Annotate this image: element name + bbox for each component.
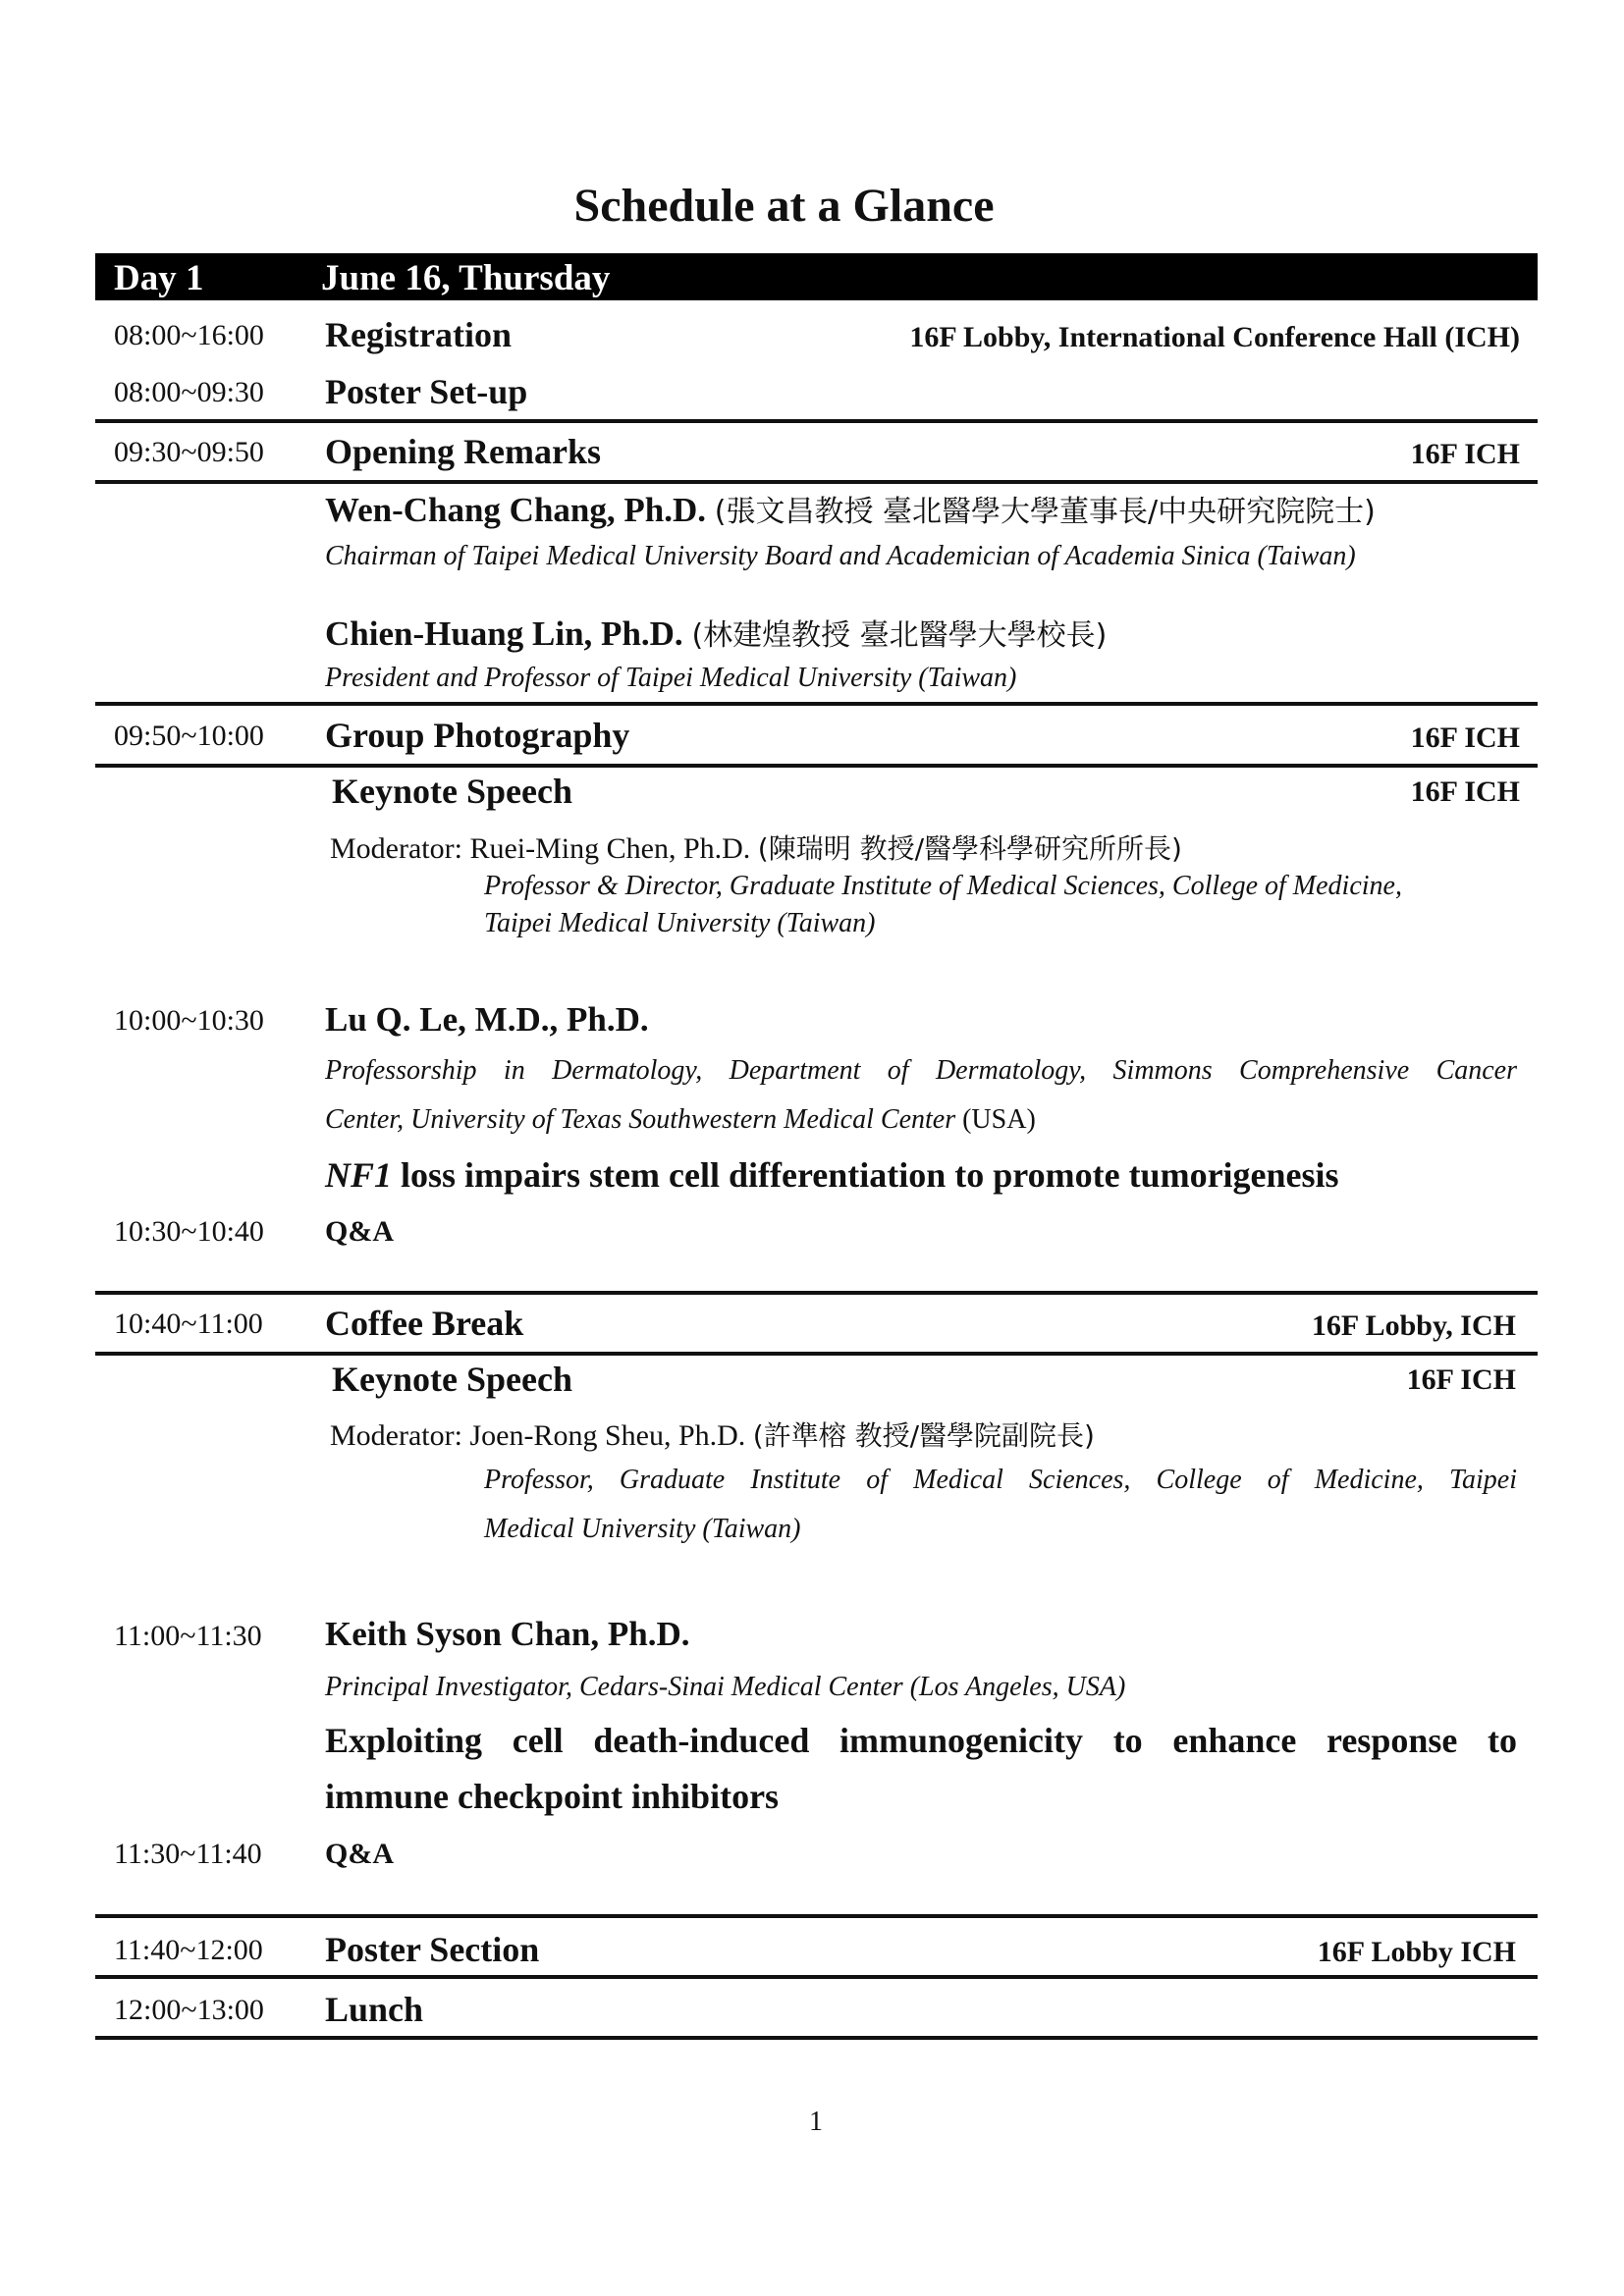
divider (95, 1352, 1538, 1356)
registration-location: 16F Lobby, International Conference Hall (ICH) (909, 321, 1520, 353)
photo-label: Group Photography (325, 716, 630, 755)
keynote1-moderator-name: Moderator: Ruei-Ming Chen, Ph.D. (330, 832, 758, 865)
divider (95, 419, 1538, 423)
talk-chan-speaker: Keith Syson Chan, Ph.D. (325, 1615, 690, 1653)
poster-setup-time: 08:00~09:30 (114, 376, 264, 408)
keynote1-moderator-affiliation: Professor & Director, Graduate Institute of Medical Sciences, College of Medicine, (484, 871, 1402, 901)
talk-chan-title: Exploiting cell death-induced immunogenicity to enhance response to (325, 1721, 1517, 1760)
coffee-time: 10:40~11:00 (114, 1308, 263, 1340)
poster-section-location: 16F Lobby ICH (1317, 1936, 1516, 1968)
speaker-chang-name: Wen-Chang Chang, Ph.D. (325, 491, 707, 529)
keynote2-moderator-affiliation: Professor, Graduate Institute of Medical Sciences, College of Medicine, Taipei (484, 1465, 1517, 1495)
poster-section-label: Poster Section (325, 1930, 540, 1969)
page-title: Schedule at a Glance (573, 180, 995, 232)
registration-time: 08:00~16:00 (114, 319, 264, 351)
qa1-label: Q&A (325, 1215, 394, 1248)
day-label: Day 1 (114, 258, 204, 298)
poster-section-time: 11:40~12:00 (114, 1934, 263, 1966)
talk-le-title-rest: loss impairs stem cell differentiation to promote tumorigenesis (392, 1155, 1339, 1195)
keynote1-moderator-zh: (陳瑞明 教授/醫學科學研究所所長) (757, 832, 1182, 865)
qa2-time: 11:30~11:40 (114, 1838, 262, 1870)
speaker-lin-name-zh: (林建煌教授 臺北醫學大學校長) (691, 618, 1108, 653)
divider (95, 1291, 1538, 1295)
photo-location: 16F ICH (1410, 721, 1520, 754)
talk-le-country: (USA) (955, 1104, 1036, 1135)
divider (95, 702, 1538, 706)
keynote2-moderator (330, 1415, 1095, 1454)
talk-le-affiliation-2 (325, 1104, 1036, 1136)
talk-le-time: 10:00~10:30 (114, 1004, 264, 1037)
talk-chan-title-2: immune checkpoint inhibitors (325, 1777, 780, 1816)
poster-setup-label: Poster Set-up (325, 372, 528, 411)
divider (95, 480, 1538, 484)
lunch-label: Lunch (325, 1990, 424, 2029)
coffee-label: Coffee Break (325, 1304, 524, 1343)
talk-le-speaker: Lu Q. Le, M.D., Ph.D. (325, 1000, 649, 1039)
registration-label: Registration (325, 315, 512, 354)
opening-label: Opening Remarks (325, 432, 602, 471)
divider (95, 1975, 1538, 1979)
keynote1-label: Keynote Speech (332, 772, 572, 811)
coffee-location: 16F Lobby, ICH (1311, 1309, 1516, 1342)
talk-le-affiliation-line2: Center, University of Texas Southwestern Medical Center (325, 1104, 956, 1135)
speaker-lin (325, 611, 1107, 654)
page-number: 1 (809, 2107, 823, 2137)
keynote2-label: Keynote Speech (332, 1360, 572, 1399)
day-date: June 16, Thursday (321, 258, 611, 298)
keynote2-location: 16F ICH (1406, 1363, 1516, 1396)
lunch-time: 12:00~13:00 (114, 1994, 264, 2026)
keynote2-moderator-name: Moderator: Joen-Rong Sheu, Ph.D. (330, 1419, 753, 1452)
opening-time: 09:30~09:50 (114, 436, 264, 468)
talk-chan-affiliation: Principal Investigator, Cedars-Sinai Medical Center (Los Angeles, USA) (325, 1672, 1126, 1702)
speaker-chang (325, 487, 1376, 530)
keynote1-location: 16F ICH (1410, 775, 1520, 808)
divider (95, 2036, 1538, 2040)
day-header (95, 253, 1538, 300)
divider (95, 1914, 1538, 1918)
talk-le-title (325, 1154, 1339, 1196)
speaker-chang-affiliation: Chairman of Taipei Medical University Board and Academician of Academia Sinica (Taiwan) (325, 541, 1356, 571)
photo-time: 09:50~10:00 (114, 720, 264, 752)
keynote1-moderator-affiliation: Taipei Medical University (Taiwan) (484, 908, 876, 938)
talk-chan-time: 11:00~11:30 (114, 1620, 262, 1652)
speaker-chang-name-zh: (張文昌教授 臺北醫學大學董事長/中央研究院院士) (714, 495, 1376, 529)
keynote2-moderator-affiliation: Medical University (Taiwan) (484, 1514, 801, 1544)
qa1-time: 10:30~10:40 (114, 1215, 264, 1248)
divider (95, 764, 1538, 768)
speaker-lin-affiliation: President and Professor of Taipei Medical University (Taiwan) (325, 663, 1017, 693)
speaker-lin-name: Chien-Huang Lin, Ph.D. (325, 614, 683, 653)
talk-le-title-gene: NF1 (325, 1155, 393, 1195)
keynote2-moderator-zh: (許準榕 教授/醫學院副院長) (752, 1419, 1095, 1452)
opening-location: 16F ICH (1410, 438, 1520, 470)
qa2-label: Q&A (325, 1838, 394, 1870)
talk-le-affiliation: Professorship in Dermatology, Department of Dermatology, Simmons Comprehensive Cancer (325, 1055, 1517, 1086)
keynote1-moderator (330, 828, 1182, 867)
